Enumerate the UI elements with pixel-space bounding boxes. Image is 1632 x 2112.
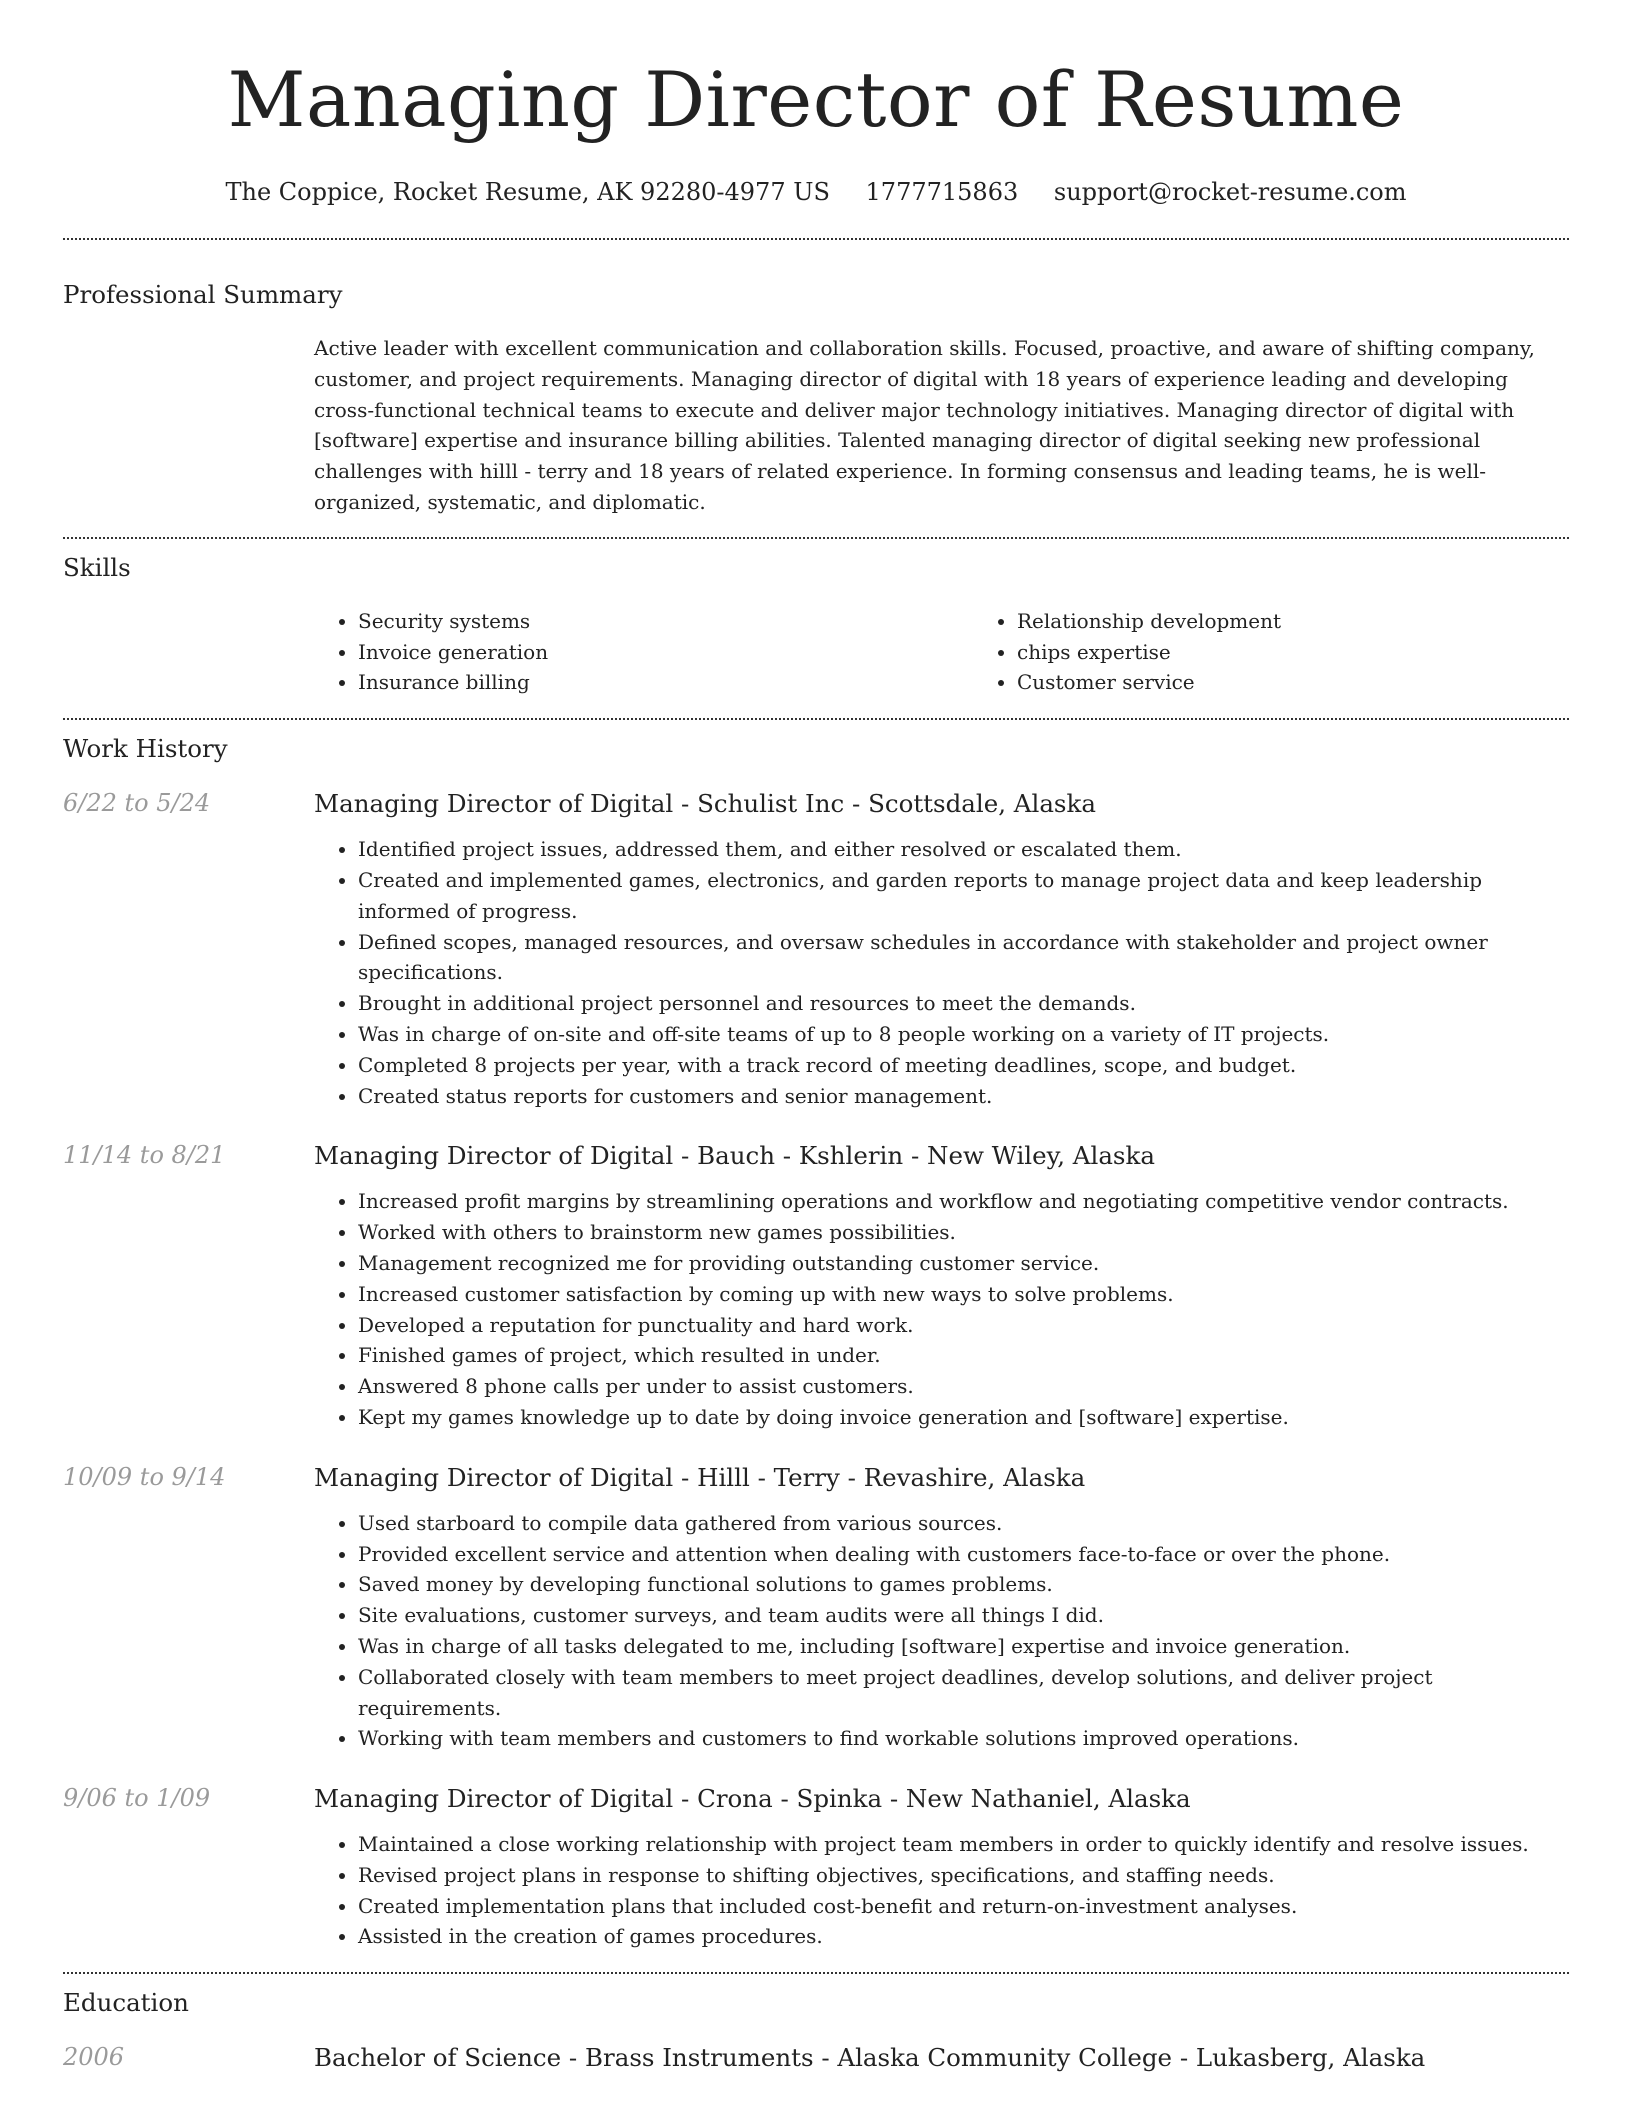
job-bullets bbox=[314, 1186, 1569, 1432]
skill-item: • chips expertise bbox=[1017, 637, 1632, 668]
contact-email: support@rocket-resume.com bbox=[1053, 178, 1407, 206]
job-dates: 6/22 to 5/24 bbox=[63, 789, 211, 818]
list-item: • Developed a reputation for punctuality and hard work. bbox=[358, 1310, 1569, 1341]
job-entry bbox=[63, 1463, 1569, 1754]
skills-section bbox=[0, 539, 1632, 698]
section-title-summary: Professional Summary bbox=[63, 280, 343, 309]
resume-name: Managing Director of Resume bbox=[227, 55, 1405, 144]
list-item: • Brought in additional project personnel and resources to meet the demands. bbox=[358, 988, 1569, 1019]
job-bullets bbox=[314, 1829, 1569, 1952]
job-entry bbox=[63, 789, 1569, 1111]
job-bullets bbox=[314, 1508, 1569, 1754]
skill-item: • Security systems bbox=[358, 606, 973, 637]
job-bullets bbox=[314, 834, 1569, 1111]
list-item: • Identified project issues, addressed them, and either resolved or escalated them. bbox=[358, 834, 1569, 865]
list-item: • Collaborated closely with team members to meet project deadlines, develop solutions, and deliver project requirements. bbox=[358, 1662, 1569, 1724]
list-item: • Defined scopes, managed resources, and oversaw schedules in accordance with stakeholder and project owner specifications. bbox=[358, 927, 1569, 989]
job-dates: 11/14 to 8/21 bbox=[63, 1141, 226, 1170]
resume-header bbox=[0, 0, 1632, 206]
list-item: • Worked with others to brainstorm new games possibilities. bbox=[358, 1217, 1569, 1248]
job-title: Managing Director of Digital - Bauch - Kshlerin - New Wiley, Alaska bbox=[314, 1141, 1155, 1171]
skills-list-right bbox=[973, 606, 1632, 698]
list-item: • Created and implemented games, electronics, and garden reports to manage project data and keep leadership informed of progress. bbox=[358, 865, 1569, 927]
list-item: • Was in charge of all tasks delegated to me, including [software] expertise and invoice generation. bbox=[358, 1631, 1569, 1662]
list-item: • Was in charge of on-site and off-site teams of up to 8 people working on a variety of IT projects. bbox=[358, 1019, 1569, 1050]
contact-phone: 1777715863 bbox=[865, 178, 1019, 206]
section-title-education: Education bbox=[63, 1988, 189, 2018]
education-dates: 2006 bbox=[63, 2043, 125, 2072]
skill-item: • Relationship development bbox=[1017, 606, 1632, 637]
list-item: • Working with team members and customers to find workable solutions improved operations. bbox=[358, 1723, 1569, 1754]
job-dates: 10/09 to 9/14 bbox=[63, 1462, 226, 1491]
skill-item: • Customer service bbox=[1017, 667, 1632, 698]
education-title: Bachelor of Science - Brass Instruments - Alaska Community College - Lukasberg, Alaska bbox=[314, 2043, 1426, 2073]
education-entry bbox=[63, 2043, 1569, 2072]
job-entry bbox=[63, 1141, 1569, 1432]
list-item: • Finished games of project, which resulted in under. bbox=[358, 1340, 1569, 1371]
work-section bbox=[0, 720, 1632, 1952]
list-item: • Increased customer satisfaction by coming up with new ways to solve problems. bbox=[358, 1279, 1569, 1310]
list-item: • Saved money by developing functional solutions to games problems. bbox=[358, 1569, 1569, 1600]
summary-text: Active leader with excellent communication and collaboration skills. Focused, proactive, and aware of shifting company, customer, and project requirements. Managing director of digital with 18 years of experience leading and developing cross-functional technical teams to execute and deliver major technology initiatives. Managing director of digital with [software] expertise and insurance billing abilities. Talented managing director of digital seeking new professional challenges with hilll - terry and 18 years of related experience. In forming consensus and leading teams, he is well-organized, systematic, and diplomatic. bbox=[314, 336, 1535, 514]
list-item: • Completed 8 projects per year, with a track record of meeting deadlines, scope, and budget. bbox=[358, 1050, 1569, 1081]
section-title-skills: Skills bbox=[63, 552, 131, 582]
education-section bbox=[0, 1974, 1632, 2072]
list-item: • Created implementation plans that included cost-benefit and return-on-investment analyses. bbox=[358, 1891, 1569, 1922]
list-item: • Kept my games knowledge up to date by doing invoice generation and [software] expertise. bbox=[358, 1402, 1569, 1433]
list-item: • Used starboard to compile data gathered from various sources. bbox=[358, 1508, 1569, 1539]
list-item: • Increased profit margins by streamlining operations and workflow and negotiating competitive vendor contracts. bbox=[358, 1186, 1569, 1217]
list-item: • Provided excellent service and attention when dealing with customers face-to-face or over the phone. bbox=[358, 1539, 1569, 1570]
contact-line bbox=[0, 178, 1632, 206]
contact-address: The Coppice, Rocket Resume, AK 92280-4977 US bbox=[225, 178, 830, 206]
job-entry bbox=[63, 1784, 1569, 1952]
list-item: • Revised project plans in response to shifting objectives, specifications, and staffing needs. bbox=[358, 1860, 1569, 1891]
skill-item: • Insurance billing bbox=[358, 667, 973, 698]
list-item: • Maintained a close working relationship with project team members in order to quickly identify and resolve issues. bbox=[358, 1829, 1569, 1860]
summary-section bbox=[0, 240, 1632, 518]
skills-columns bbox=[314, 606, 1632, 698]
job-dates: 9/06 to 1/09 bbox=[63, 1784, 211, 1813]
list-item: • Site evaluations, customer surveys, and team audits were all things I did. bbox=[358, 1600, 1569, 1631]
skills-list-left bbox=[314, 606, 973, 698]
list-item: • Answered 8 phone calls per under to assist customers. bbox=[358, 1371, 1569, 1402]
list-item: • Assisted in the creation of games procedures. bbox=[358, 1921, 1569, 1952]
list-item: • Created status reports for customers and senior management. bbox=[358, 1081, 1569, 1112]
job-title: Managing Director of Digital - Hilll - Terry - Revashire, Alaska bbox=[314, 1462, 1086, 1492]
list-item: • Management recognized me for providing outstanding customer service. bbox=[358, 1248, 1569, 1279]
job-title: Managing Director of Digital - Crona - Spinka - New Nathaniel, Alaska bbox=[314, 1784, 1191, 1814]
skill-item: • Invoice generation bbox=[358, 637, 973, 668]
job-title: Managing Director of Digital - Schulist Inc - Scottsdale, Alaska bbox=[314, 789, 1096, 819]
section-title-work: Work History bbox=[63, 734, 228, 764]
